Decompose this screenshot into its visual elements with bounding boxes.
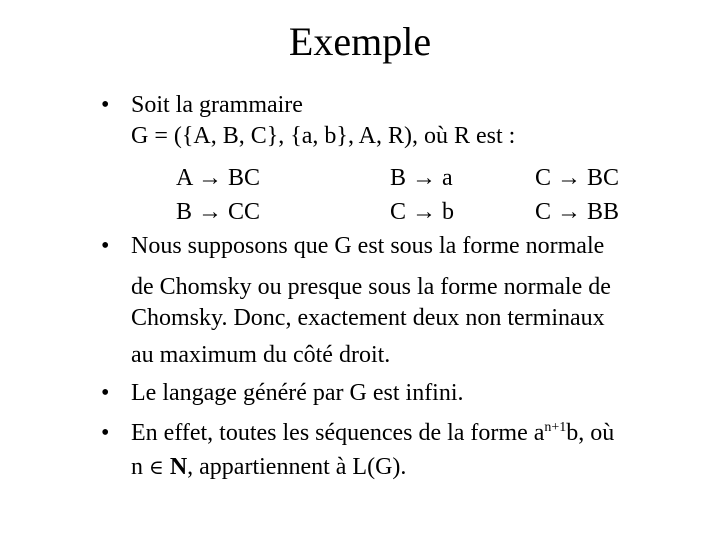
naturals-symbol: N <box>169 454 188 480</box>
bullet-1-line-2: G = ({A, B, C}, {a, b}, A, R), où R est : <box>131 123 516 149</box>
bullet-4-line-1 <box>131 418 614 449</box>
rule-b-cc: B → CC <box>176 199 261 225</box>
bullet-2-line-4: au maximum du côté droit. <box>131 342 391 368</box>
rule-a-bc: A → BC <box>176 165 261 191</box>
bullet-2-line-3: Chomsky. Donc, exactement deux non terminaux <box>131 305 605 331</box>
slide-title: Exemple <box>288 19 432 64</box>
bullet-4-line-1-text: En effet, toutes les séquences de la forme a <box>131 420 545 446</box>
bullet-1-line-1: Soit la grammaire <box>131 92 303 118</box>
bullet-2-line-1: Nous supposons que G est sous la forme normale <box>131 233 605 259</box>
rule-b-a: B → a <box>390 165 453 191</box>
variable-n: n <box>131 454 149 480</box>
bullet-1: • <box>101 92 110 118</box>
rule-c-b: C → b <box>390 199 455 225</box>
bullet-4-line-2-rest: , appartiennent à L(G). <box>187 454 407 480</box>
bullet-3-line-1: Le langage généré par G est infini. <box>131 380 464 406</box>
bullet-4: • <box>101 420 110 446</box>
rule-c-bb: C → BB <box>535 199 620 225</box>
rule-c-bc: C → BC <box>535 165 620 191</box>
bullet-2-line-2: de Chomsky ou presque sous la forme normale de <box>131 274 611 300</box>
bullet-3: • <box>101 380 110 406</box>
exponent-n-plus-1: n+1 <box>544 420 567 435</box>
bullet-4-line-1-end: b, où <box>566 420 615 446</box>
bullet-4-line-2 <box>131 452 406 483</box>
element-of-symbol: ∈ <box>149 455 164 479</box>
bullet-2: • <box>101 233 110 259</box>
